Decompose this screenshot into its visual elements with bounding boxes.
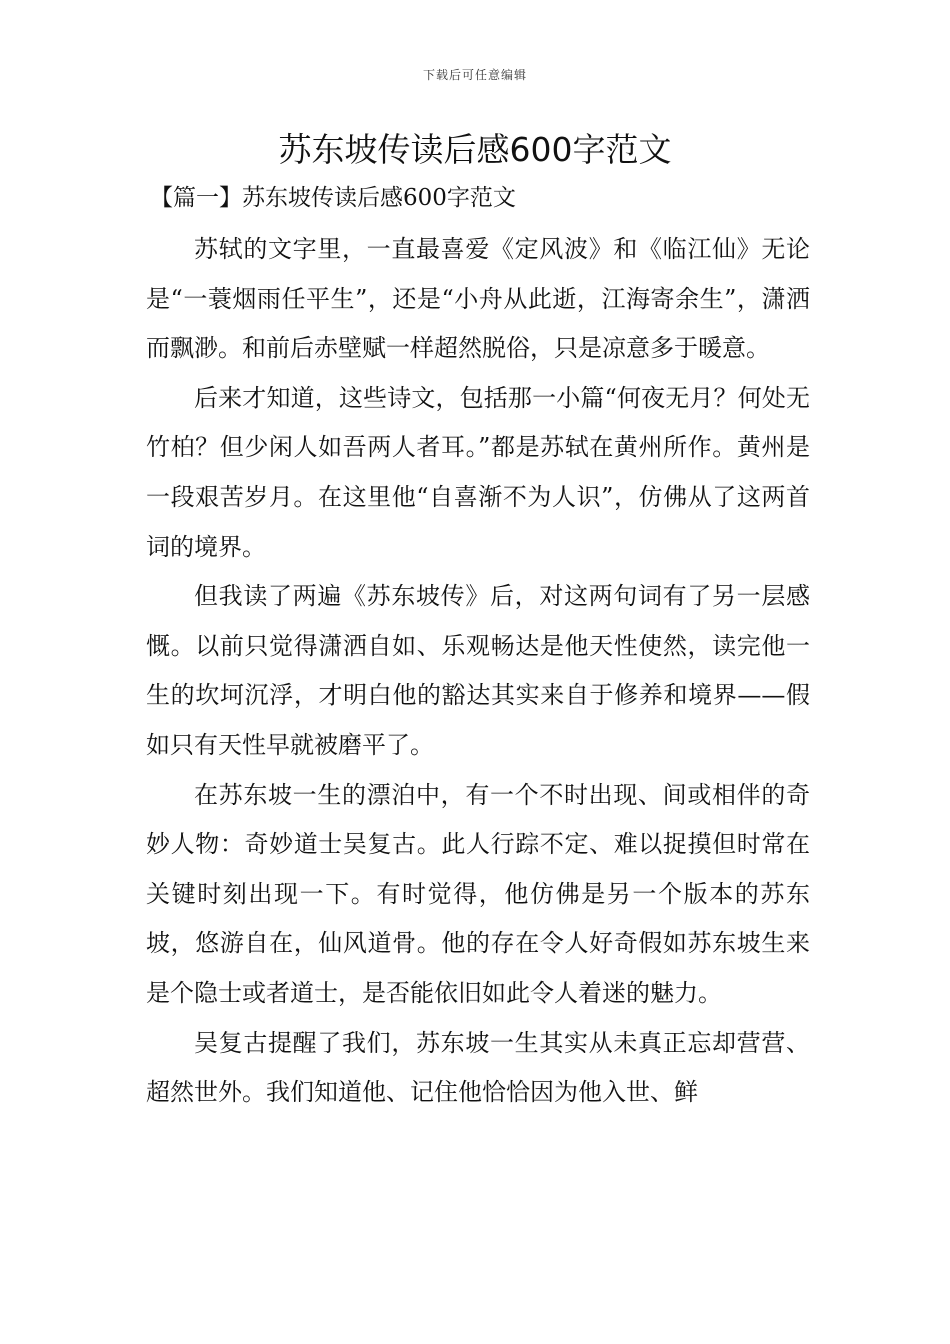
paragraph: 吴复古提醒了我们，苏东坡一生其实从未真正忘却营营、超然世外。我们知道他、记住他恰恰因为他入世、鲜 (146, 1028, 810, 1107)
document-title: 苏东坡传读后感600字范文 (278, 130, 672, 169)
header-note: 下载后可任意编辑 (422, 68, 527, 82)
paragraph: 在苏东坡一生的漂泊中，有一个不时出现、间或相伴的奇妙人物：奇妙道士吴复古。此人行踪不定、难以捉摸但时常在关键时刻出现一下。有时觉得，他仿佛是另一个版本的苏东坡，悠游自在，仙风道骨。他的存在令人好奇假如苏东坡生来是个隐士或者道士，是否能依旧如此令人着迷的魅力。 (146, 780, 810, 1007)
paragraph: 但我读了两遍《苏东坡传》后，对这两句词有了另一层感慨。以前只觉得潇洒自如、乐观畅达是他天性使然，读完他一生的坎坷沉浮，才明白他的豁达其实来自于修养和境界——假如只有天性早就被磨平了。 (146, 582, 810, 759)
paragraph: 苏轼的文字里，一直最喜爱《定风波》和《临江仙》无论是“一蓑烟雨任平生”，还是“小舟从此逝，江海寄余生”，潇洒而飘渺。和前后赤壁赋一样超然脱俗，只是凉意多于暖意。 (146, 235, 810, 363)
paragraph: 后来才知道，这些诗文，包括那一小篇“何夜无月？何处无竹柏？但少闲人如吾两人者耳。”都是苏轼在黄州所作。黄州是一段艰苦岁月。在这里他“自喜渐不为人识”，仿佛从了这两首词的境界。 (146, 383, 810, 561)
body-text (146, 225, 810, 1118)
section-heading: 【篇一】苏东坡传读后感600字范文 (150, 185, 516, 211)
